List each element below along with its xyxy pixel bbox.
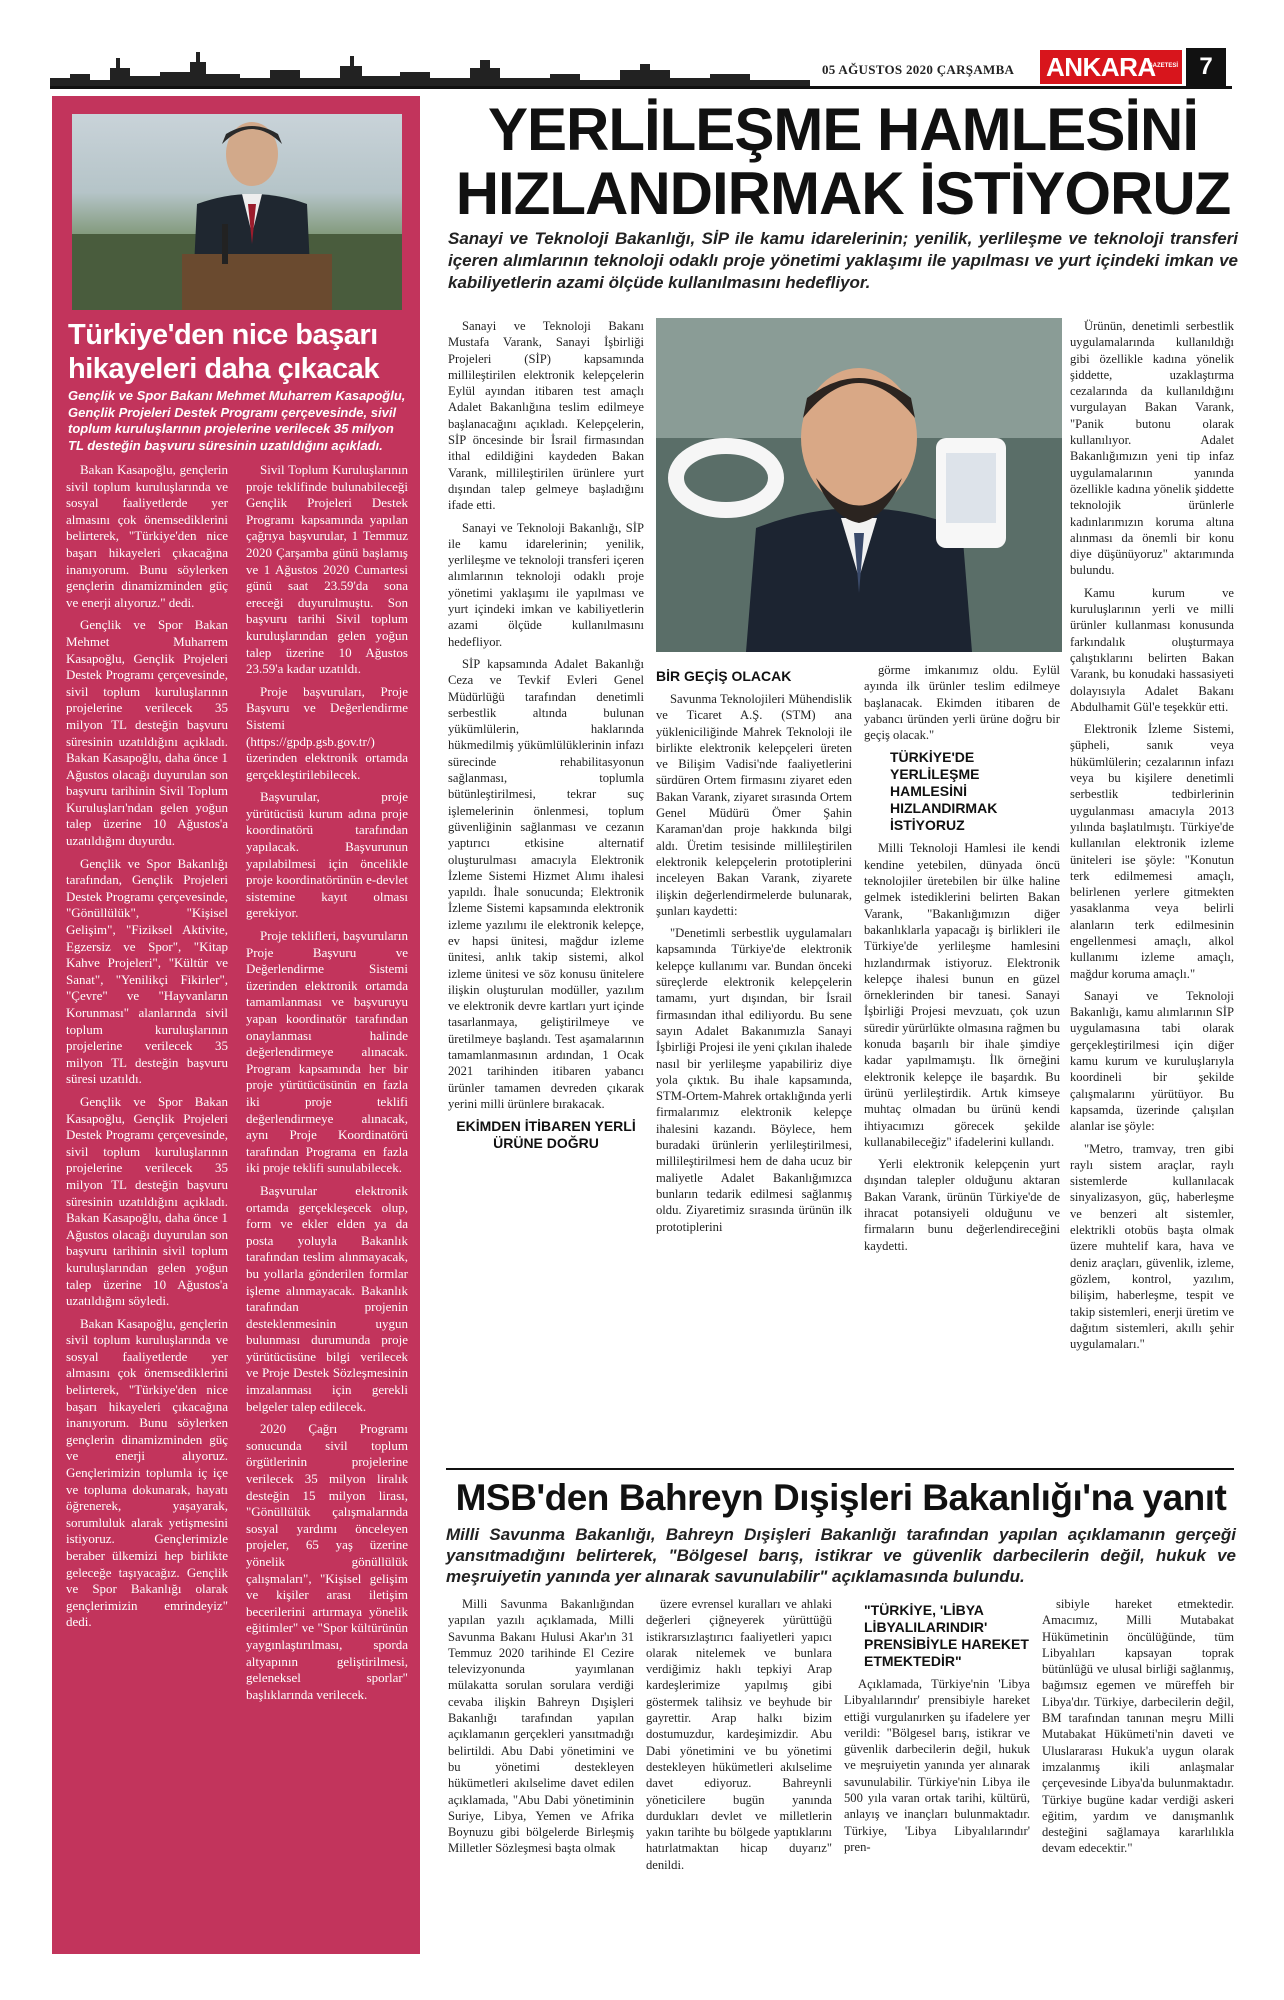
paragraph: Kamu kurum ve kuruluşlarının yerli ve milli ürünler kullanması konusunda farkındalık oluşturmaya çalıştıklarını belirten Bakan Varank, bu konudaki hassasiyeti dolayısıyla Adalet Bakanı Abdulhamit Gül'e teşekkür etti.: [1070, 585, 1234, 714]
logo-text: ANKARA: [1046, 52, 1156, 82]
page-number: 7: [1186, 48, 1226, 86]
logo-subtext: GAZETESİ: [1147, 63, 1178, 69]
issue-date: 05 AĞUSTOS 2020 ÇARŞAMBA: [822, 62, 1015, 77]
paragraph: Gençlik ve Spor Bakan Mehmet Muharrem Kasapoğlu, Gençlik Projeleri Destek Programı çerçevesinde, sivil toplum kuruluşlarının projelerine verilecek 35 milyon TL desteğin başvuru süresinin uzatıldığını açıkladı. Bakan Kasapoğlu, daha önce 1 Ağustos olacağı duyurulan son başvuru tarihinin Sivil Toplum Kuruluşları'ndan gelen yoğun talep üzerine 10 Ağustos'a uzatıldığını duyurdu.: [66, 617, 228, 849]
paragraph: "Metro, tramvay, tren gibi raylı sistem araçlar, raylı sistemlerde kullanılacak sinyalizasyon, güç, haberleşme ve benzeri alt sistemler, elektrikli otobüs başta olmak üzere muhtelif kara, hava ve deniz araçları, güvenlik, izleme, gözlem, kontrol, yazılım, bilişim, haberleşme, tespit ve takip sistemleri, enerji üretim ve dağıtım sistemleri, akıllı şehir uygulamaları.": [1070, 1141, 1234, 1352]
msb-column-3: [844, 1596, 1030, 1861]
paragraph: Sanayi ve Teknoloji Bakanlığı, SİP ile kamu idarelerinin; yenilik, yerlileşme ve teknoloji transferi içeren alımlarının teknoloji odaklı proje yönetimi yaklaşımı ile yapılması ve yurt içindeki imkan ve kabiliyetlerin azami ölçüde kullanılmasını hedefliyor.: [448, 520, 644, 649]
main-column-3: [864, 662, 1060, 1260]
paragraph: Bakan Kasapoğlu, gençlerin sivil toplum kuruluşlarında ve sosyal faaliyetlerde yer almasını çok önemsediklerini belirterek, "Türkiye'den nice başarı hikayeleri çıkacağına inanıyorum. Bunu söylerken gençlerin dinamizminden güç ve enerji alıyoruz. Gençlerimizin toplumla iç içe ve topluma dokunarak, hayatı öğrenerek, yaşayarak, sorumluluk alarak yetişmesini istiyoruz. Gençlerimizle beraber ülkemizi hep birlikte geleceğe taşıyacağız. Gençlik ve Spor Bakanlığı olarak gençlerimizin emrindeyiz" dedi.: [66, 1315, 228, 1630]
subheading: TÜRKİYE'DE YERLİLEŞME HAMLESİNİ HIZLANDIRMAK İSTİYORUZ: [890, 749, 998, 834]
paragraph: Milli Teknoloji Hamlesi ile kendi kendine yetebilen, dünyada öncü teknolojiler üretebilen bir ülke haline gelmek istediklerini belirten Bakan Varank, "Bakanlığımızın diğer bakanlıklarla yapacağı iş birlikleri ile Türkiye'de yerlileşme hamlesini hızlandırmak istiyoruz. Elektronik kelepçe ihalesi bunun en güzel örneklerinden bir tanesi. Sanayi İşbirliği Projesi mevzuatı, çok uzun süredir yürürlükte olmasına rağmen bu konuda başarılı bir ihale şimdiye kadar yapılmamıştı. İlk örneğini elektronik kelepçe ile başardık. Bu ürünü yerlileştirdik. Artık kimseye muhtaç olmadan bu ürünü kendi ihtiyacımızı görecek şekilde kullanabileceğiz" ifadelerini kullandı.: [864, 841, 1060, 1149]
paragraph: Gençlik ve Spor Bakanlığı tarafından, Gençlik Projeleri Destek Programı çerçevesinde, "Gönüllülük", "Kişisel Gelişim", "Fiziksel Aktivite, Egzersiz ve Spor", "Kitap Kahve Projeleri", "Kültür ve Sanat", "Yenilikçi Fikirler", "Çevre" ve "Hayvanların Korunması" alanlarında sivil toplum kuruluşlarının projelerine verilecek 35 milyon TL desteğin başvuru süresi uzatıldı.: [66, 855, 228, 1087]
sidebar-column-2: [246, 462, 408, 1709]
minister-holding-devices-photo: [656, 318, 1062, 652]
main-column-4: [1070, 318, 1234, 1358]
msb-headline: MSB'den Bahreyn Dışişleri Bakanlığı'na yanıt: [455, 1477, 1227, 1518]
newspaper-logo: [1040, 50, 1182, 84]
msb-column-2: [646, 1596, 832, 1879]
headline-line: HIZLANDIRMAK İSTİYORUZ: [455, 160, 1231, 227]
paragraph: "Denetimli serbestlik uygulamaları kapsamında Türkiye'de elektronik kelepçe kullanımı var. Bundan önceki süreçlerde elektronik kelepçelerin tamamı, yurt dışından, bir İsrail firmasından ithal ediliyordu. Bu sene sayın Adalet Bakanımızla Sanayi İşbirliği Projesi ile yeni çıkılan ihalede nasıl bir yerlileşme yapabiliriz diye yola çıktık. Bu ihale kapsamında, STM-Ortem-Mahrek ortaklığında yerli firmalarımız elektronik kelepçe ihalesini kazandı. Böylece, hem buradaki ürünlerin yerlileştirilmesi, millileştirilmesi hem de daha ucuz bir maliyetle Adalet Bakanlığımızca bunların tedarik edilmesi sağlanmış oldu. Ziyaretimiz sırasında ürünün ilk prototiplerini: [656, 926, 852, 1234]
paragraph: Ürünün, denetimli serbestlik uygulamalarında kullanıldığı gibi özellikle kadına yönelik şiddette, uzaklaştırma cezalarında da kullanıldığını vurgulayan Bakan Varank, "Panik butonu olarak kullanılıyor. Adalet Bakanlığımızın yeni tip infaz uygulamalarının yanında özellikle kadına yönelik şiddette teknolojik ürünlerle kadınlarımızın koruma altına alınması da önemli bir konu diye düşünüyoruz" aktarımında bulundu.: [1070, 319, 1234, 578]
paragraph: Açıklamada, Türkiye'nin 'Libya Libyalılarındır' prensibiyle hareket ettiği vurgulanırken şu ifadelere yer verildi: "Bölgesel barış, istikrar ve güvenlik darbecilerin değil, hukuk ve meşruiyetin yanında yer alınarak savunulabilir. Türkiye'nin Libya ile 500 yıla varan ortak tarihi, kültürü, anlayış ve inançları bulunmaktadır. Türkiye, 'Libya Libyalılarındır' pren-: [844, 1677, 1030, 1854]
paragraph: Savunma Teknolojileri Mühendislik ve Ticaret A.Ş. (STM) ana yükleniciliğinde Mahrek Teknoloji ile birlikte elektronik kelepçeleri üreten ve Bilişim Vadisi'nde faaliyetlerini sürdüren Ortem firmasını ziyaret eden Bakan Varank, ziyaret sırasında Ortem Genel Müdürü Ömer Şahin Karaman'dan proje hakkında bilgi aldı. Üretim tesisinde millileştirilen elektronik kelepçelerin prototiplerini inceleyen Bakan Varank, ziyarete ilişkin değerlendirmelerde bulunarak, şunları kaydetti:: [656, 692, 852, 918]
sidebar-headline: Türkiye'den nice başarı hikayeleri daha çıkacak: [68, 319, 379, 385]
photo-illustration: [656, 318, 1062, 652]
minister-speaking-photo: [72, 114, 402, 310]
paragraph: Elektronik İzleme Sistemi, şüpheli, sanık veya hükümlülerin; cezalarının infazı veya bu kişilere denetimli serbestlik tedbirlerinin uygulanması amacıyla 2013 yılında başlatılmıştı. Türkiye'de kullanılan elektronik izleme üniteleri ise şöyle: "Konutun terk edilmemesi amaçlı, belirlenen yerlere gitmekten yasaklanma veya belirli alanların terk edilmesinin engellenmesi amaçlı, alkol kullanımı izleme amaçlı, mağdur koruma amaçlı.": [1070, 722, 1234, 981]
section-divider: [446, 1468, 1234, 1470]
paragraph: Başvurular elektronik ortamda gerçekleşecek olup, form ve ekler elden ya da posta yoluyla Bakanlık tarafından teslim alınmayacak, bu yollarla gönderilen formlar işleme alınmayacak. Bakanlık tarafından projenin desteklenmesinin uygun bulunması durumunda proje yürütücüsüne bilgi verilecek ve Proje Destek Sözleşmesinin imzalanması için gerekli belgeler talep edilecek.: [246, 1182, 408, 1414]
main-headline: [448, 98, 1238, 226]
paragraph: Sanayi ve Teknoloji Bakanı Mustafa Varank, Sanayi İşbirliği Projeleri (SİP) kapsamında millileştirilen elektronik kelepçelerin Eylül ayından itibaren test amaçlı Adalet Bakanlığına teslim edilmeye başlanacağını açıkladı. Kelepçelerin, SİP öncesinde bir İsrail firmasından ithal edildiğini kaydeden Bakan Varank, millileştirilen ürünlere yurt dışından talep gelmeye başladığını ifade etti.: [448, 319, 644, 513]
paragraph: SİP kapsamında Adalet Bakanlığı Ceza ve Tevkif Evleri Genel Müdürlüğü tarafından denetimli serbestlik altında bulunan yükümlülerin, haklarında hükmedilmiş yükümlülüklerinin infazı sürecinde rehabilitasyonun sağlanması, toplumla bütünleştirilmesi, tekrar suç işlemelerinin önlenmesi, toplum güvenliğinin sağlanması ve cezanın yaptırıcı etkisine alternatif oluşturulması amacıyla Elektronik İzleme Sistemi Hizmet Alımı ihalesi yapıldı. İhale sonucunda; Elektronik İzleme Sistemi kapsamında elektronik izleme yazılımı ile elektronik kelepçe, ev hapsi ünitesi, mağdur izleme ünitesi, anlık takip sistemi, alkol izleme ünitesi ve söz konusu ünitelere ilişkin oluşturulan modüller, yazılım ve elektronik devre kartları yurt içinde tasarlanmaya, geliştirilmeye ve üretilmeye başlandı. Test aşamalarının tamamlanmasının ardından, 1 Ocak 2021 tarihinden itibaren yabancı ürünler tamamen devreden çıkarak yerini milli ürünlere bırakacak.: [448, 656, 644, 1111]
paragraph: Bakan Kasapoğlu, gençlerin sivil toplum kuruluşlarında ve sosyal faaliyetlerde yer almasını çok önemsediklerini belirterek, "Türkiye'den nice başarı hikayeleri çıkacağına inanıyorum. Bunu söylerken gençlerin dinamizminden güç ve enerji alıyoruz." dedi.: [66, 462, 228, 610]
photo-illustration: [72, 114, 402, 310]
paragraph: Milli Savunma Bakanlığından yapılan yazılı açıklamada, Milli Savunma Bakanı Hulusi Akar'ın 31 Temmuz 2020 tarihinde El Cezire televizyonunda yayımlanan mülakatta sorulan sorulara verdiği cevaba ilişkin Bahreyn Dışişleri Bakanlığı tarafından yapılan açıklamanın gerçekleri yansıtmadığı belirtildi. Abu Dabi yönetimini ve bu yönetimi destekleyen hükümetleri akılselime davet edilen açıklamada, "Abu Dabi yönetiminin Suriye, Libya, Yemen ve Afrika Boynuzu gibi bölgelerde Birleşmiş Milletler Sözleşmesi başta olmak: [448, 1597, 634, 1856]
paragraph: Gençlik ve Spor Bakan Kasapoğlu, Gençlik Projeleri Destek Programı çerçevesinde, sivil toplum kuruluşlarının projelerine verilecek 35 milyon TL desteğin başvuru süresinin uzatıldığını açıkladı. Bakan Kasapoğlu, daha önce 1 Ağustos olacağı duyurulan son başvuru tarihinin sivil toplum kuruluşlarından gelen yoğun talep üzerine 10 Ağustos'a uzatıldığını söyledi.: [66, 1093, 228, 1309]
paragraph: Proje teklifleri, başvuruların Proje Başvuru ve Değerlendirme Sistemi üzerinden elektronik ortamda tamamlanması ve başvuruyu yapan koordinatör tarafından onaylanması halinde değerlendirmeye alınacak. Program kapsamında her bir proje yürütücüsünün en fazla iki proje teklifi değerlendirmeye alınacak, aynı Proje Koordinatörü tarafından Programa en fazla iki proje teklifi sunulabilecek.: [246, 928, 408, 1176]
paragraph: Sivil Toplum Kuruluşlarının proje teklifinde bulunabileceği Gençlik Projeleri Destek Programı kapsamında yapılan çağrıya başvurular, 1 Temmuz 2020 Çarşamba günü başlamış ve 1 Ağustos 2020 Cumartesi günü saat 23.59'da sona ereceği duyurulmuştu. Son başvuru tarihi Sivil toplum kuruluşlarından gelen yoğun talep üzerine 10 Ağustos 23.59'a kadar uzatıldı.: [246, 462, 408, 677]
subheading: BİR GEÇİŞ OLACAK: [656, 668, 792, 684]
paragraph: Yerli elektronik kelepçenin yurt dışından talepler olduğunu aktaran Bakan Varank, ürünün Türkiye'de de ihracat potansiyeli olduğunu ve firmaların bunu değerlendireceğini kaydetti.: [864, 1157, 1060, 1253]
paragraph: üzere evrensel kuralları ve ahlaki değerleri çiğneyerek yürüttüğü istikrarsızlaştırıcı faaliyetleri yapıcı olarak nitelemek ve bunlara verdiğimiz haklı tepkiyi Arap kardeşlerimize yapılmış gibi göstermek talihsiz ve beyhude bir gayrettir. Arap halkı bizim dostumuzdur, kardeşimizdir. Abu Dabi yönetimini ve bu yönetimi destekleyen hükümetleri akılselime davet ediyoruz. Bahreynli yöneticilere bugün yanında durdukları devlet ve milletlerin yakın tarihte bu bölgede yaptıklarını hatırlatmaktan hicap duyarız" denildi.: [646, 1597, 832, 1872]
sidebar-column-1: [66, 462, 228, 1637]
headline-line: YERLİLEŞME HAMLESİNİ: [487, 96, 1199, 163]
msb-column-1: [448, 1596, 634, 1863]
header-rule: [50, 86, 1232, 89]
city-skyline-icon: [50, 48, 810, 88]
paragraph: görme imkanımız oldu. Eylül ayında ilk ürünler teslim edilmeye başlanacak. Ekimden itibaren de yabancı üründen yerli ürüne doğru bir geçiş olacak.": [864, 663, 1060, 743]
subheading: EKİMDEN İTİBAREN YERLİ ÜRÜNE DOĞRU: [456, 1118, 636, 1152]
msb-column-4: [1042, 1596, 1234, 1863]
sidebar-lead: Gençlik ve Spor Bakanı Mehmet Muharrem Kasapoğlu, Gençlik Projeleri Destek Programı çerçevesinde, sivil toplum kuruluşlarının projelerine verilecek 35 milyon TL desteğin başvuru süresinin uzatıldığını açıkladı.: [68, 388, 406, 453]
paragraph: Başvurular, proje yürütücüsü kurum adına proje koordinatörü tarafından yapılacak. Başvurunun yapılabilmesi için öncelikle proje koordinatörünün e-devlet sistemine kayıt olması gerekiyor.: [246, 789, 408, 921]
subheading: "TÜRKİYE, 'LİBYA LİBYALILARINDIR' PRENSİBİYLE HAREKET ETMEKTEDİR": [864, 1602, 1029, 1669]
msb-lead: Milli Savunma Bakanlığı, Bahreyn Dışişleri Bakanlığı tarafından yapılan açıklamanın gerçeği yansıtmadığını belirterek, "Bölgesel barış, istikrar ve güvenlik darbecilerin değil, hukuk ve meşruiyetin yanında yer alınarak savunulabilir" açıklamasında bulundu.: [446, 1525, 1236, 1586]
paragraph: sibiyle hareket etmektedir. Amacımız, Milli Mutabakat Hükümetinin öncülüğünde, tüm Libyalıları kapsayan toprak bütünlüğü ve ulusal birliği sağlanmış, bağımsız egemen ve müreffeh bir Libya'dır. Türkiye, darbecilerin değil, BM tarafından tanınan meşru Milli Mutabakat Hükümeti'nin daveti ve Uluslararası Hukuk'a uygun olarak imzalanmış ikili anlaşmalar çerçevesinde Libya'da bulunmaktadır. Türkiye bugüne kadar verdiği askeri eğitim, yardım ve danışmanlık desteğini sağlamaya kararlılıkla devam edecektir.": [1042, 1597, 1234, 1856]
paragraph: Proje başvuruları, Proje Başvuru ve Değerlendirme Sistemi (https://gpdp.gsb.gov.tr/) üzerinden elektronik ortamda gerçekleştirilebilecek.: [246, 683, 408, 782]
main-column-1: [448, 318, 644, 1158]
main-column-2: [656, 662, 852, 1241]
main-lead: Sanayi ve Teknoloji Bakanlığı, SİP ile kamu idarelerinin; yenilik, yerlileşme ve teknoloji transferi içeren alımlarının teknoloji odaklı proje yönetimi yaklaşımı ile yapılması ve yurt içindeki imkan ve kabiliyetlerin azami ölçüde kullanılmasını hedefliyor.: [448, 229, 1238, 292]
paragraph: 2020 Çağrı Programı sonucunda sivil toplum örgütlerinin projelerine verilecek 35 milyon liralık desteğin 15 milyon lirası, "Gönüllülük çalışmalarında sosyal yardımı önceleyen projeler, 65 yaş üzerine yönelik gönüllülük çalışmaları", "Kişisel gelişim ve kişiler arası iletişim becerilerini artırmaya yönelik eğitimler" ve "Spor kültürünün yaygınlaştırılması, sporda altyapının geliştirilmesi, geleneksel sporlar" başlıklarında verilecek.: [246, 1421, 408, 1702]
paragraph: Sanayi ve Teknoloji Bakanlığı, kamu alımlarının SİP uygulamasına tabi olarak gerçekleştirilmesi için diğer kamu kurum ve kuruluşlarıyla koordineli bir şekilde çalışmalarını yürütüyor. Bu kapsamda, üzerinde çalışılan alanlar ise şöyle:: [1070, 988, 1234, 1134]
